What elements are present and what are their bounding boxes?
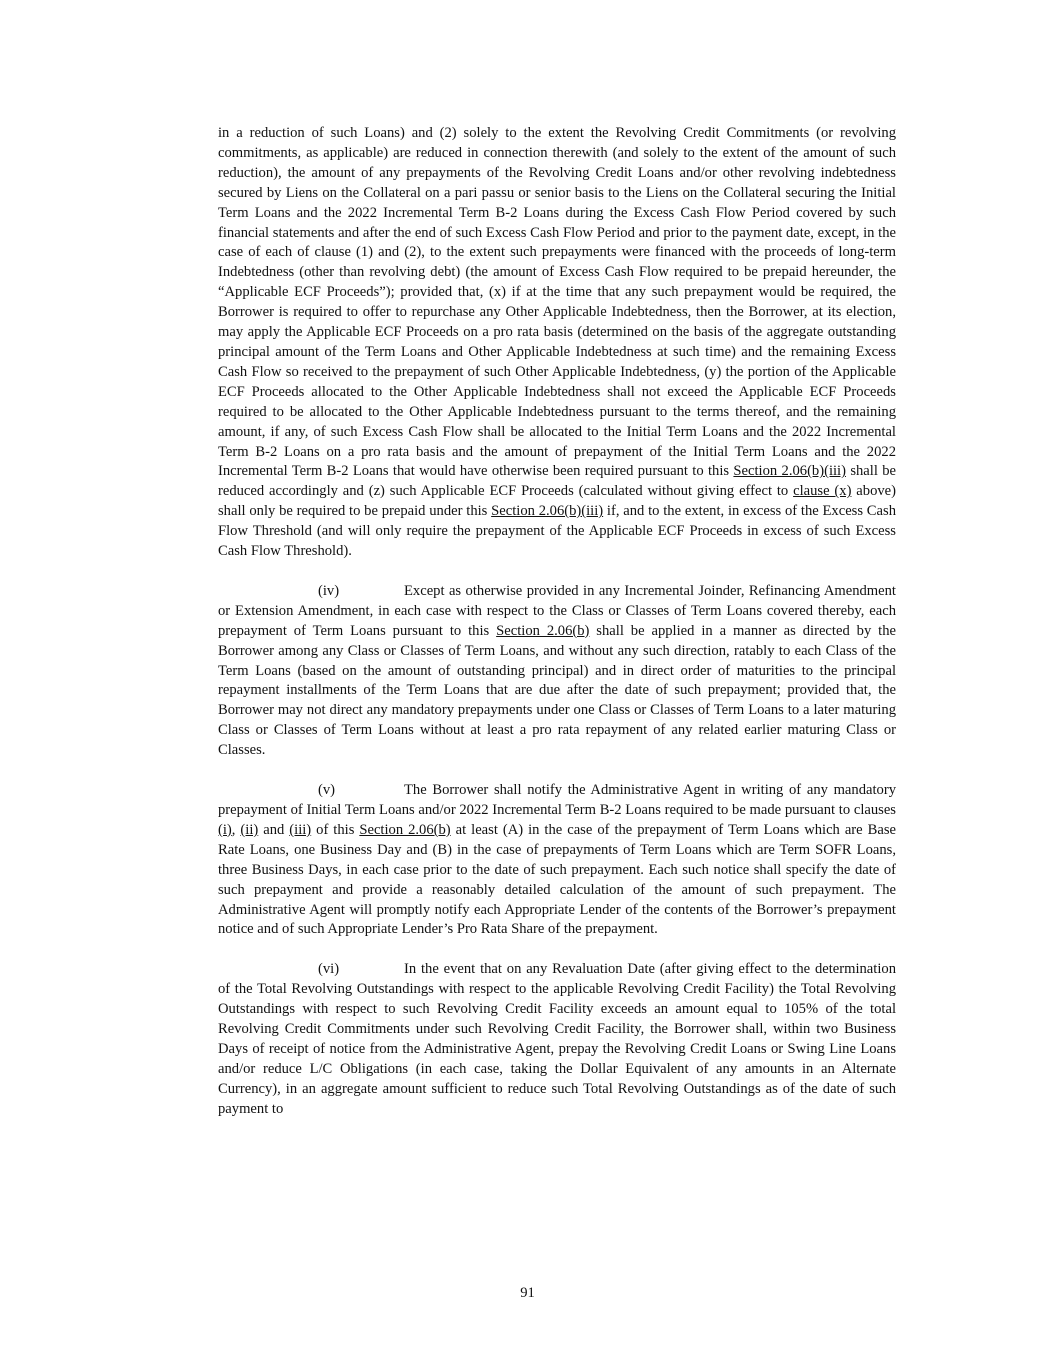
text: , [231,821,241,838]
clause-label: (vi) [318,961,340,978]
paragraph-vi [218,960,896,1119]
cross-reference: (i) [218,821,232,838]
paragraph-v [218,781,896,940]
cross-reference: Section 2.06(b)(iii) [733,463,846,480]
cross-reference: Section 2.06(b) [496,622,590,639]
page-number: 91 [520,1285,535,1301]
text: shall be applied in a manner as directed by the Borrower among any Class or Classes of Term Loans, and without any such direction, ratably to each Class of the Term Loans (based on the amount of outstanding principal) and in direct order of maturities to the principal repayment installments of the Term Loans that are due after the date of such prepayment; provided that, the Borrower may not direct any mandatory prepayments under one Class or Classes of Term Loans to a later maturing Class or Classes of Term Loans without at least a pro rata repayment of any related earlier maturing Class or Classes. [218,622,896,759]
text: shall be reduced accordingly and (z) such Applicable ECF Proceeds (calculated without giving effect to [218,463,896,500]
cross-reference: Section 2.06(b)(iii) [491,503,604,520]
cross-reference: (ii) [240,821,259,838]
text: Except as otherwise provided in any Incremental Joinder, Refinancing Amendment or Extension Amendment, in each case with respect to the Class or Classes of Term Loans covered thereby, each prepayment of Term Loans pursuant to this [218,582,896,639]
text: in a reduction of such Loans) and (2) solely to the extent the Revolving Credit Commitments (or revolving commitments, as applicable) are reduced in connection therewith (and solely to the extent of the amount of such reduction), the amount of any prepayments of the Revolving Credit Loans and/or other revolving indebtedness secured by Liens on the Collateral on a pari passu or senior basis to the Liens on the Collateral securing the Initial Term Loans and the 2022 Incremental Term B-2 Loans during the Excess Cash Flow Period covered by such financial statements and after the end of such Excess Cash Flow Period and prior to the payment date, except, in the case of each of clause (1) and (2), to the extent such prepayments were financed with the proceeds of long-term Indebtedness (other than revolving debt) (the amount of Excess Cash Flow required to be prepaid hereunder, the “Applicable ECF Proceeds”); provided that, (x) if at the time that any such prepayment would be required, the Borrower is required to offer to repurchase any Other Applicable Indebtedness, then the Borrower, at its election, may apply the Applicable ECF Proceeds on a pro rata basis (determined on the basis of the aggregate outstanding principal amount of the Term Loans and Other Applicable Indebtedness at such time) and the remaining Excess Cash Flow so received to the prepayment of such Other Applicable Indebtedness, (y) the portion of the Applicable ECF Proceeds allocated to the Other Applicable Indebtedness shall not exceed the Applicable ECF Proceeds required to be allocated to the Other Applicable Indebtedness pursuant to the terms thereof, and the remaining amount, if any, of such Excess Cash Flow shall be allocated to the Initial Term Loans and the 2022 Incremental Term B-2 Loans on a pro rata basis and the amount of prepayment of the Initial Term Loans and the 2022 Incremental Term B-2 Loans that would have otherwise been required pursuant to this [218,125,896,480]
text: above) shall only be required to be prepaid under this [218,483,896,520]
text: The Borrower shall notify the Administrative Agent in writing of any mandatory prepayment of Initial Term Loans and/or 2022 Incremental Term B-2 Loans required to be made pursuant to clauses [218,782,896,818]
cross-reference: (iii) [289,821,312,838]
text: In the event that on any Revaluation Date (after giving effect to the determination of the Total Revolving Outstandings with respect to the applicable Revolving Credit Facility) the Total Revolving Outstandings with respect to such Revolving Credit Facility exceeds an amount equal to 105% of the total Revolving Credit Commitments under such Revolving Credit Facility, the Borrower shall, within two Business Days of receipt of notice from the Administrative Agent, prepay the Revolving Credit Loans or Swing Line Loans and/or reduce L/C Obligations (in each case, taking the Dollar Equivalent of any amounts in an Alternate Currency), in an aggregate amount sufficient to reduce such Total Revolving Outstandings as of the date of such payment to [218,961,896,1117]
cross-reference: clause (x) [793,483,852,500]
text: of this [311,821,360,838]
clause-label: (v) [318,782,336,799]
cross-reference: Section 2.06(b) [359,821,451,838]
text: at least (A) in the case of the prepayment of Term Loans which are Base Rate Loans, one Business Day and (B) in the case of prepayments of Term Loans which are Term SOFR Loans, three Business Days, in each case prior to the date of such prepayment. Each such notice shall specify the date of such prepayment and provide a reasonably detailed calculation of the amount of such prepayment. The Administrative Agent will promptly notify each Appropriate Lender of the contents of the Borrower’s prepayment notice and of such Appropriate Lender’s Pro Rata Share of the prepayment. [218,821,896,938]
clause-label: (iv) [318,582,340,599]
text: and [258,821,290,838]
document-body [218,124,896,1140]
paragraph-continuation [218,124,896,562]
paragraph-iv [218,582,896,761]
text: if, and to the extent, in excess of the Excess Cash Flow Threshold (and will only require the prepayment of the Applicable ECF Proceeds in excess of such Excess Cash Flow Threshold). [218,503,896,560]
